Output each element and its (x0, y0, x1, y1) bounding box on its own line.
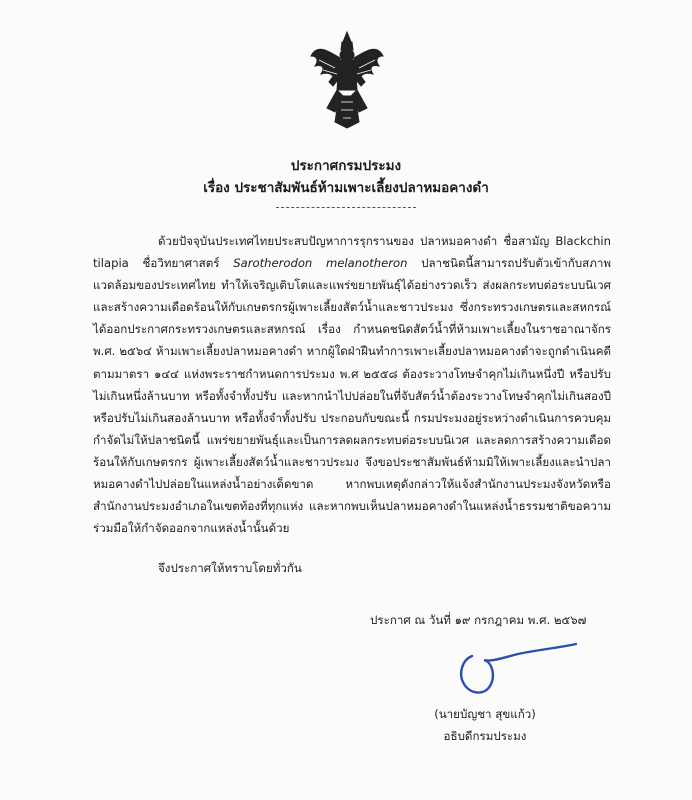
announcement-body (93, 230, 611, 539)
body-text-part-2: ปลาชนิดนี้สามารถปรับตัวเข้ากับสภาพแวดล้อมของประเทศไทย ทำให้เจริญเติบโตและแพร่ขยายพันธุ์ได้อย่างรวดเร็ว ส่งผลกระทบต่อระบบนิเวศและสร้างความเดือดร้อนให้กับเกษตรกรผู้เพาะเลี้ยงสัตว์น้ำและชาวประมง ซึ่งกระทรวงเกษตรและสหกรณ์ ได้ออกประกาศกระทรวงเกษตรและสหกรณ์ เรื่อง กำหนดชนิดสัตว์น้ำที่ห้ามเพาะเลี้ยงในราชอาณาจักร พ.ศ. ๒๕๖๔ ห้ามเพาะเลี้ยงปลาหมอคางดำ หากผู้ใดฝ่าฝืนทำการเพาะเลี้ยงปลาหมอคางดำจะถูกดำเนินคดีตามมาตรา ๑๔๔ แห่งพระราชกำหนดการประมง พ.ศ ๒๕๕๘ ต้องระวางโทษจำคุกไม่เกินหนึ่งปี หรือปรับไม่เกินหนึ่งล้านบาท หรือทั้งจำทั้งปรับ และหากนำไปปล่อยในที่จับสัตว์น้ำต้องระวางโทษจำคุกไม่เกินสองปี หรือปรับไม่เกินสองล้านบาท หรือทั้งจำทั้งปรับ ประกอบกับขณะนี้ กรมประมงอยู่ระหว่างดำเนินการควบคุมกำจัดไม่ให้ปลาชนิดนี้ แพร่ขยายพันธุ์และเป็นการลดผลกระทบต่อระบบนิเวศ และลดการสร้างความเดือดร้อนให้กับเกษตรกร ผู้เพาะเลี้ยงสัตว์น้ำและชาวประมง จึงขอประชาสัมพันธ์ห้ามมิให้เพาะเลี้ยงและนำปลาหมอคางดำไปปล่อยในแหล่งน้ำอย่างเด็ดขาด หากพบเหตุดังกล่าวให้แจ้งสำนักงานประมงจังหวัดหรือสำนักงานประมงอำเภอในเขตท้องที่ทุกแห่ง และหากพบเห็นปลาหมอคางดำในแหล่งน้ำธรรมชาติขอความร่วมมือให้กำจัดออกจากแหล่งน้ำนั้นด้วย (93, 256, 612, 536)
title-block (0, 155, 692, 199)
closing-statement: จึงประกาศให้ทราบโดยทั่วกัน (158, 561, 302, 575)
signer-name: (นายบัญชา สุขแก้ว) (434, 707, 536, 721)
garuda-emblem-icon (309, 30, 385, 130)
document-subject: เรื่อง ประชาสัมพันธ์ห้ามเพาะเลี้ยงปลาหมอคางดำ (203, 180, 489, 196)
announcement-date: ประกาศ ณ วันที่ ๑๙ กรกฎาคม พ.ศ. ๒๕๖๗ (370, 613, 587, 627)
signer-block (400, 703, 570, 747)
title-divider (276, 207, 416, 208)
handwritten-signature-icon (440, 640, 580, 704)
body-paragraph (93, 230, 611, 539)
scientific-name: Sarotherodon melanotheron (233, 256, 408, 271)
document-title: ประกาศกรมประมง (290, 158, 402, 174)
signer-title: อธิบดีกรมประมง (443, 729, 527, 743)
body-text-part-1: ด้วยปัจจุบันประเทศไทยประสบปัญหาการรุกรานของ ปลาหมอคางดำ ชื่อสามัญ Blackchin tilapia ชื่อวิทยาศาสตร์ (93, 234, 611, 271)
